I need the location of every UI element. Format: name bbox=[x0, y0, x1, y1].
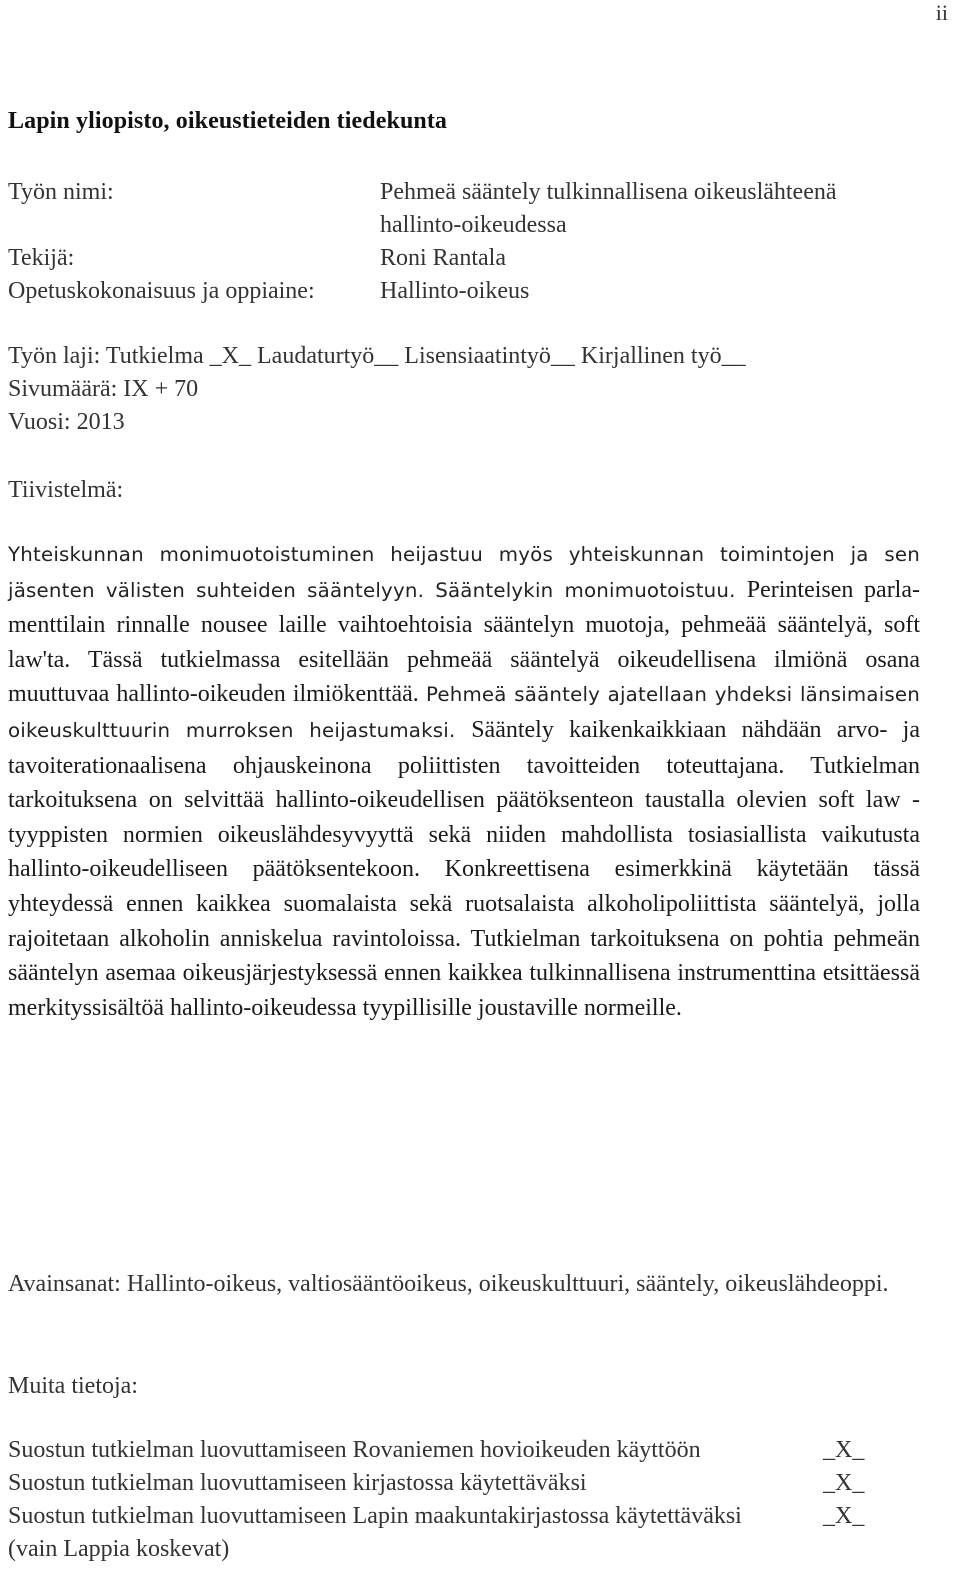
meta-label: Työn nimi: bbox=[8, 179, 114, 205]
meta-row-title-cont bbox=[8, 209, 908, 242]
meta-label bbox=[8, 209, 380, 242]
meta-value: Roni Rantala bbox=[380, 245, 506, 271]
consent-mark: _X_ bbox=[823, 1470, 865, 1496]
meta-row-author bbox=[8, 242, 908, 275]
other-info-label: Muita tietoja: bbox=[8, 1373, 138, 1399]
consent-row bbox=[8, 1467, 864, 1500]
abstract-text: Sääntely kaikenkaikkiaan nähdään arvo- ja tavoiterationaalisena ohjauskeinona poliittisten tavoitteiden toteuttajana. bbox=[8, 716, 920, 779]
abstract-label: Tiivistelmä: bbox=[8, 477, 124, 503]
consent-list bbox=[8, 1434, 864, 1566]
year: Vuosi: 2013 bbox=[8, 409, 125, 435]
consent-text: Suostun tutkielman luovuttamiseen kirjastossa käytettäväksi bbox=[8, 1470, 587, 1496]
keywords: Avainsanat: Hallinto-oikeus, valtiosääntöoikeus, oikeuskulttuuri, sääntely, oikeuslähdeoppi. bbox=[8, 1271, 889, 1297]
consent-text: Suostun tutkielman luovuttamiseen Lapin maakuntakirjastossa käytettäväksi bbox=[8, 1503, 742, 1529]
consent-mark: _X_ bbox=[823, 1503, 865, 1529]
meta-value: Pehmeä sääntely tulkinnallisena oikeuslähteenä bbox=[380, 179, 837, 205]
faculty-heading: Lapin yliopisto, oikeustieteiden tiedekunta bbox=[8, 108, 448, 134]
consent-text: Suostun tutkielman luovuttamiseen Rovaniemen hovioikeuden käyttöön bbox=[8, 1437, 701, 1463]
abstract-text: Tutkielman tarkoituksena on selvittää hallinto-oikeudellisen päätöksenteon taustalla olevien soft law -tyyppisten normien oikeuslähdesyvyyttä sekä niiden mahdollista tosiasiallista vaikutusta hallinto-oikeudelliseen päätöksentekoon. Konkreettisena esimerkkinä käytetään tässä yhteydessä ennen kaikkea suomalaista sekä ruotsalaista alkoholipoliittista sääntelyä, jolla rajoitetaan alkoholin anniskelua ravintoloissa. Tutkielman tarkoituksena on pohtia pehmeän sääntelyn asemaa oikeusjärjestyksessä ennen kaikkea tulkinnallisena instrumenttina etsittäessä merkityssisältöä hallinto-oikeudessa tyypillisille joustaville normeille. bbox=[8, 752, 920, 1021]
consent-row bbox=[8, 1500, 864, 1533]
meta-row-subject bbox=[8, 275, 908, 308]
consent-row bbox=[8, 1434, 864, 1467]
meta-label: Opetuskokonaisuus ja oppiaine: bbox=[8, 278, 315, 304]
thesis-metadata bbox=[8, 176, 908, 308]
meta-label: Tekijä: bbox=[8, 245, 75, 271]
page-number: ii bbox=[935, 0, 948, 25]
meta-row-title bbox=[8, 176, 908, 209]
abstract-text: Perinteisen parlamenttilain rinnalle nousee laille vaihtoehtoisia sääntelyn muotoja, pehmeää sääntelyä, soft law'ta. Tässä tutkielmassa esitellään pehmeää sääntelyä oikeudellisena ilmiönä osana muuttuvaa hallinto-oikeuden ilmiökenttää. bbox=[8, 576, 921, 708]
consent-mark: _X_ bbox=[823, 1437, 865, 1463]
page-count: Sivumäärä: IX + 70 bbox=[8, 376, 199, 402]
abstract-body bbox=[8, 537, 920, 1025]
abstract-text: Yhteiskunnan monimuotoistuminen heijastuu myös yhteiskunnan toimintojen ja sen jäsenten välisten suhteiden sääntelyyn. Sääntelykin monimuotoistuu. bbox=[8, 543, 920, 602]
work-type: Työn laji: Tutkielma _X_ Laudaturtyö__ Lisensiaatintyö__ Kirjallinen työ__ bbox=[8, 343, 746, 369]
meta-value: Hallinto-oikeus bbox=[380, 278, 530, 304]
abstract-text: Pehmeä sääntely ajatellaan yhdeksi länsimaisen oikeuskulttuurin murroksen heijastumaksi. bbox=[8, 683, 921, 742]
meta-value: hallinto-oikeudessa bbox=[380, 212, 567, 238]
consent-note: (vain Lappia koskevat) bbox=[8, 1536, 230, 1562]
